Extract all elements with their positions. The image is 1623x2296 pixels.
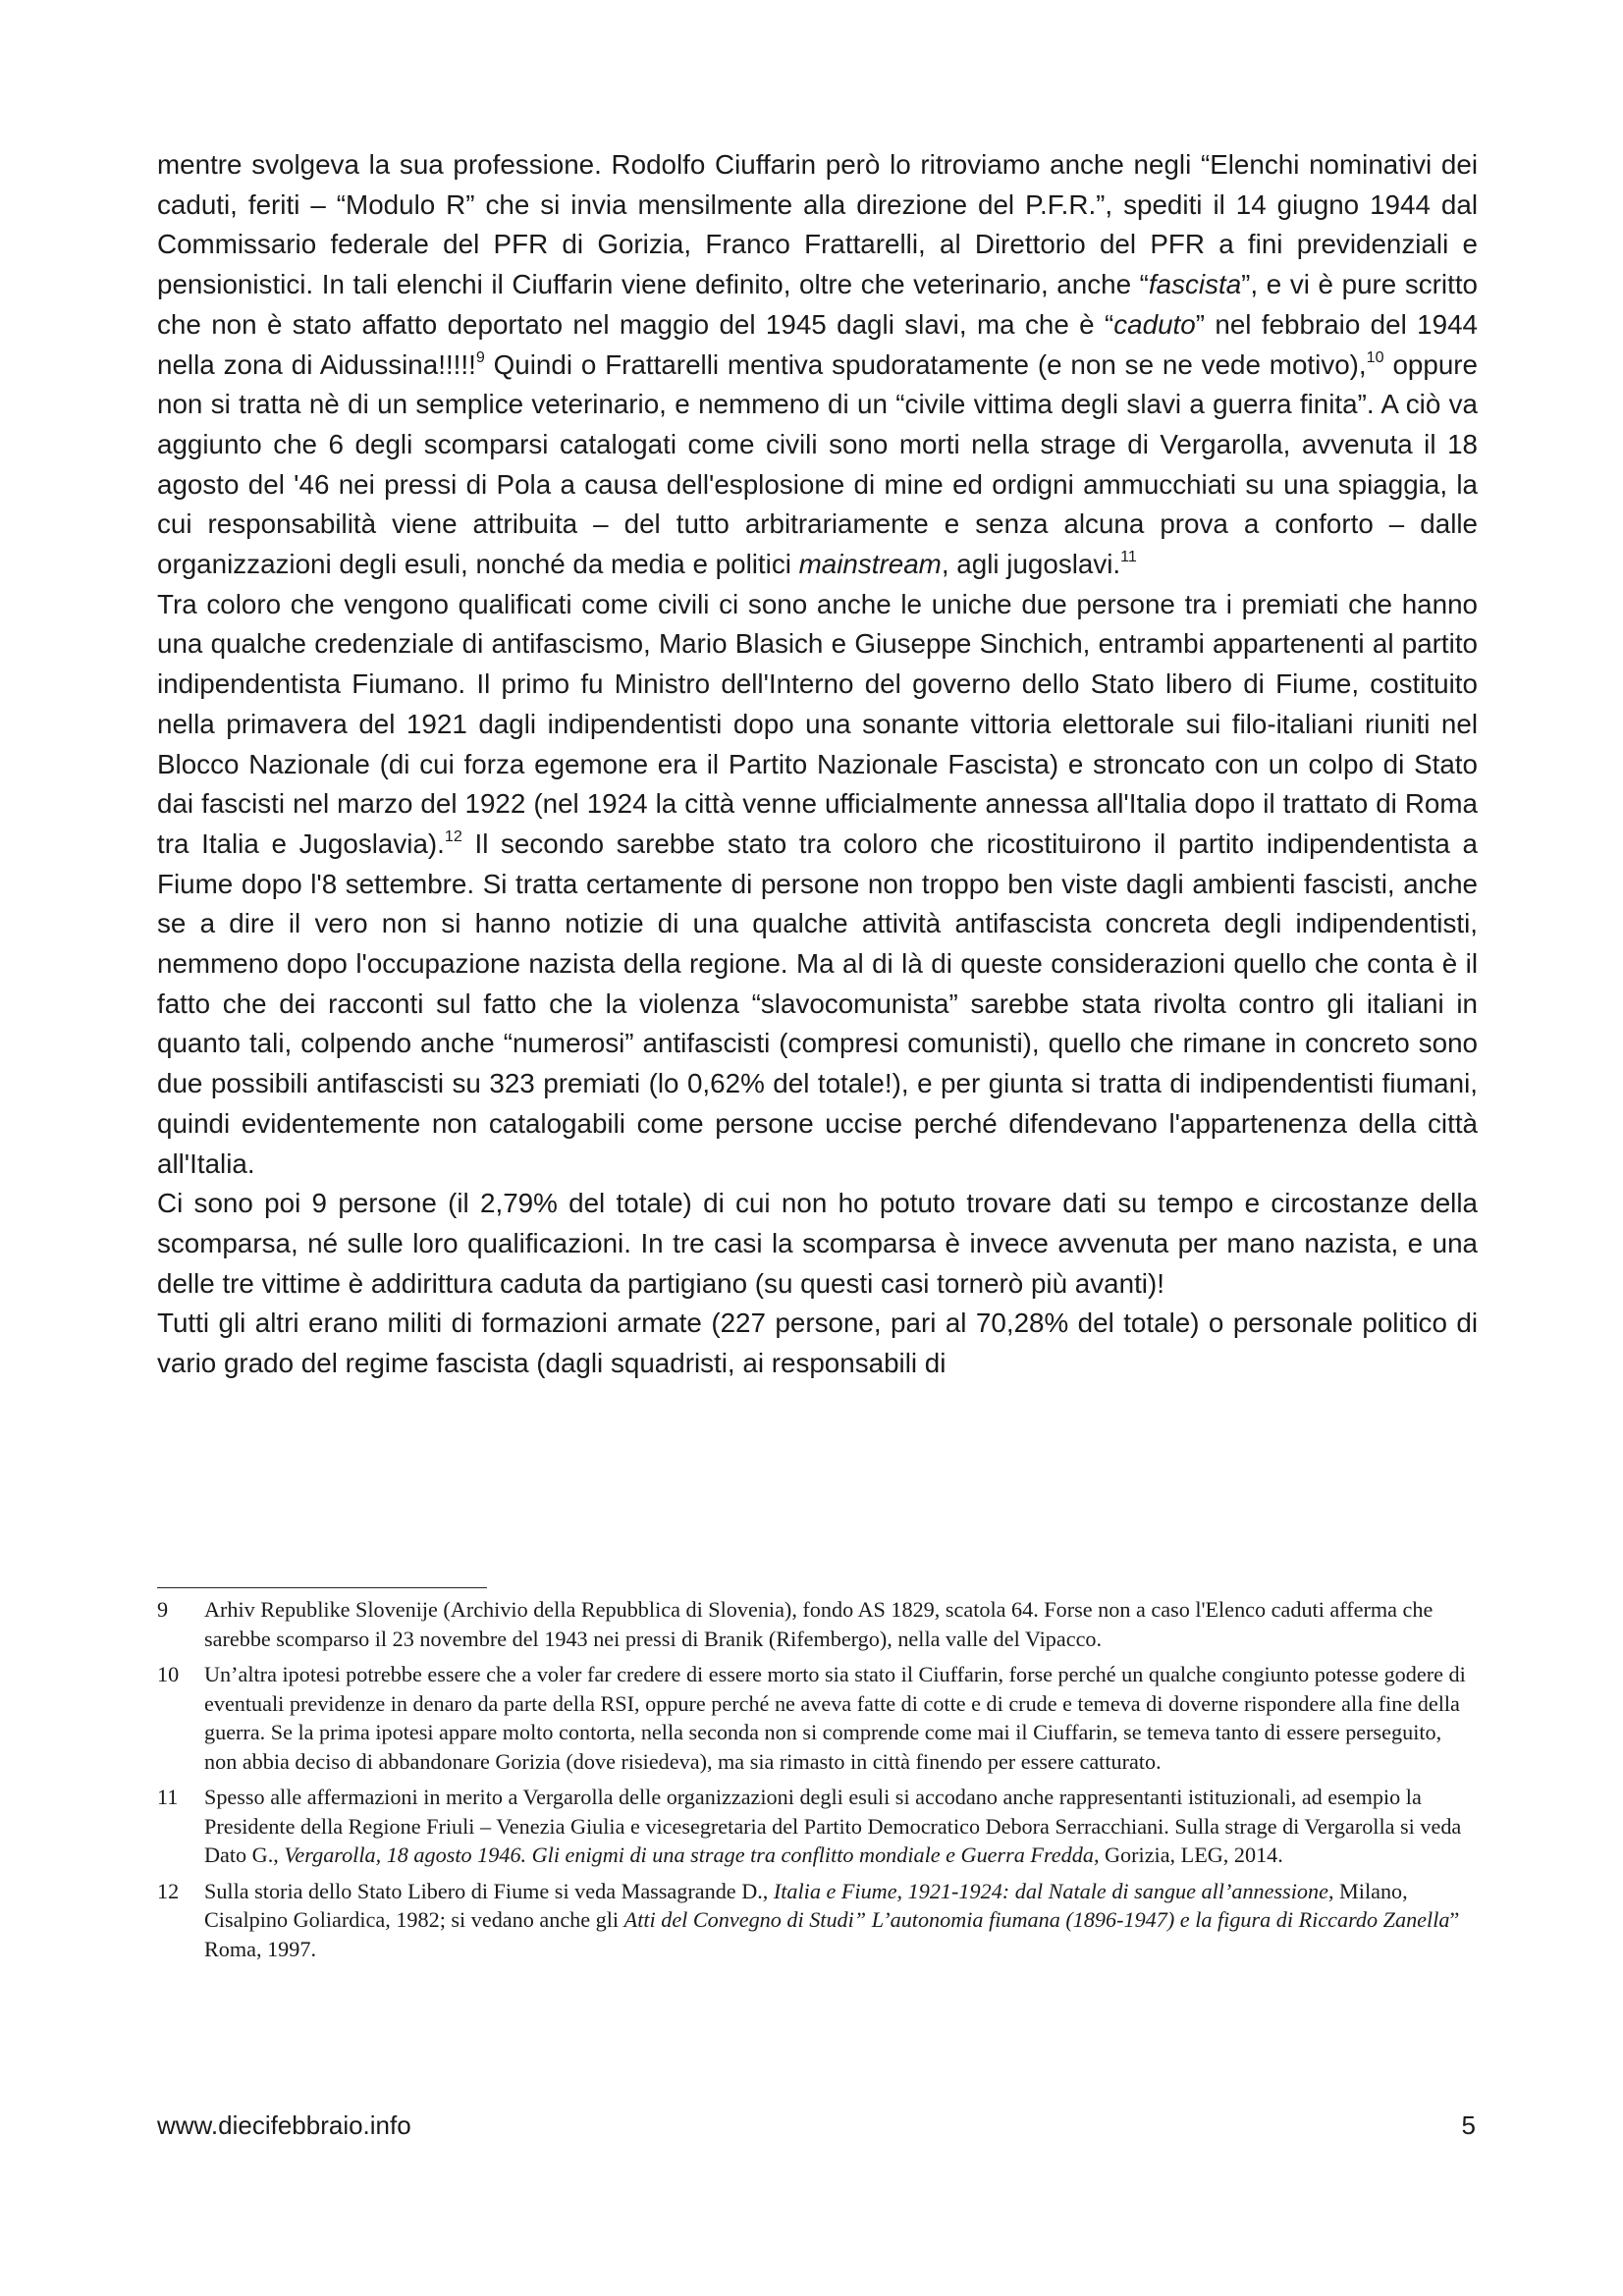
text-span: Tra coloro che vengono qualificati come civili ci sono anche le uniche due persone tra i premiati che hanno una qualche credenziale di antifascismo, Mario Blasich e Giuseppe Sinchich, entrambi appartenenti al partito indipendentista Fiumano. Il primo fu Ministro dell'Interno del governo dello Stato libero di Fiume, costituito nella primavera del 1921 dagli indipendentisti dopo una sonante vittoria elettorale sui filo-italiani riuniti nel Blocco Nazionale (di cui forza egemone era il Partito Nazionale Fascista) e stroncato con un colpo di Stato dai fascisti nel marzo del 1922 (nel 1924 la città venne ufficialmente annessa all'Italia dopo il trattato di Roma tra Italia e Jugoslavia).: [157, 588, 1478, 859]
footer-website-link[interactable]: www.diecifebbraio.info: [157, 2110, 411, 2140]
footnote-text: Arhiv Republike Slovenije (Archivio della Repubblica di Slovenia), fondo AS 1829, scatola 64. Forse non a caso l'Elenco caduti afferma che sarebbe scomparso il 23 novembre del 1943 nei pressi di Branik (Rifembergo), nella valle del Vipacco.: [204, 1597, 1434, 1651]
footnote-text: [204, 1783, 1478, 1870]
footnote-separator: [157, 1587, 487, 1588]
footnote-11: [157, 1783, 1478, 1870]
text-span: , agli jugoslavi.: [941, 549, 1121, 580]
footnote-ref-10[interactable]: 10: [1366, 347, 1384, 366]
footnote-ref-9[interactable]: 9: [475, 347, 485, 366]
text-span: Il secondo sarebbe stato tra coloro che ricostituirono il partito indipendentista a Fiume dopo l'8 settembre. Si tratta certamente di persone non troppo ben viste dagli ambienti fascisti, anche se a dire il vero non si hanno notizie di una qualche attività antifascista concreta degli indipendentisti, nemmeno dopo l'occupazione nazista della regione. Ma al di là di queste considerazioni quello che conta è il fatto che dei racconti sul fatto che la violenza “slavocomunista” sarebbe stata rivolta contro gli italiani in quanto tali, colpendo anche “numerosi” antifascisti (compresi comunisti), quello che rimane in concreto sono due possibili antifascisti su 323 premiati (lo 0,62% del totale!), e per giunta si tratta di indipendentisti fiumani, quindi evidentemente non catalogabili come persone uccise perché difendevano l'appartenenza della città all'Italia.: [157, 828, 1478, 1179]
text-span: ” Roma, 1997.: [204, 1907, 1460, 1961]
emphasis: fascista: [1148, 269, 1242, 300]
footnote-number: 10: [157, 1662, 180, 1686]
text-span: ”, e vi è pure scritto che non è stato affatto deportato nel maggio del 1945 dagli slavi, ma che è “: [157, 269, 1479, 340]
footnotes: [157, 1595, 1478, 1970]
paragraph-2: [157, 585, 1478, 1185]
citation-title: Atti del Convegno di Studi” L’autonomia fiumana (1896-1947) e la figura di Riccardo Zanella: [623, 1907, 1450, 1932]
text-span: , Gorizia, LEG, 2014.: [1093, 1842, 1283, 1867]
footnote-number: 11: [157, 1785, 179, 1809]
footnote-ref-11[interactable]: 11: [1120, 547, 1137, 565]
text-span: , Milano, Cisalpino Goliardica, 1982; si vedano anche gli: [204, 1878, 1408, 1932]
page-number: 5: [1461, 2110, 1476, 2140]
footnote-number: 12: [157, 1878, 180, 1903]
emphasis: mainstream: [798, 549, 942, 580]
footnote-12: [157, 1877, 1478, 1964]
footnote-text: Un’altra ipotesi potrebbe essere che a voler far credere di essere morto sia stato il Ciuffarin, forse perché un qualche congiunto potesse godere di eventuali previdenze in denaro da parte della RSI, oppure perché ne aveva fatte di cotte e di crude e temeva di doverne rispondere alla fine della guerra. Se la prima ipotesi appare molto contorta, nella seconda non si comprende come mai il Ciuffarin, se temeva tanto di essere perseguito, non abbia deciso di abbandonare Gorizia (dove risiedeva), ma sia rimasto in città finendo per essere catturato.: [204, 1662, 1466, 1774]
citation-title: Italia e Fiume, 1921-1924: dal Natale di sangue all’annessione: [773, 1878, 1328, 1903]
paragraph-1: [157, 145, 1478, 585]
footnote-text: [204, 1877, 1478, 1964]
emphasis: caduto: [1113, 308, 1196, 340]
body-text: [157, 145, 1478, 1384]
text-span: oppure non si tratta nè di un semplice veterinario, e nemmeno di un “civile vittima degli slavi a guerra finita”. A ciò va aggiunto che 6 degli scomparsi catalogati come civili sono morti nella strage di Vergarolla, avvenuta il 18 agosto del '46 nei pressi di Pola a causa dell'esplosione di mine ed ordigni ammucchiati su una spiaggia, la cui responsabilità viene attribuita – del tutto arbitrariamente e senza alcuna prova a conforto – dalle organizzazioni degli esuli, nonché da media e politici: [157, 348, 1479, 580]
citation-title: Vergarolla, 18 agosto 1946. Gli enigmi di una strage tra conflitto mondiale e Guerra Fredda: [284, 1842, 1094, 1867]
text-span: ” nel febbraio del 1944 nella zona di Aidussina!!!!!: [157, 308, 1478, 380]
text-span: Spesso alle affermazioni in merito a Vergarolla delle organizzazioni degli esuli si accodano anche rappresentanti istituzionali, ad esempio la Presidente della Regione Friuli – Venezia Giulia e vicesegretaria del Partito Democratico Debora Serracchiani. Sulla strage di Vergarolla si veda Dato G.,: [204, 1785, 1462, 1867]
text-span: Sulla storia dello Stato Libero di Fiume si veda Massagrande D.,: [204, 1878, 774, 1903]
footnote-9: [157, 1595, 1478, 1653]
paragraph-3: Ci sono poi 9 persone (il 2,79% del totale) di cui non ho potuto trovare dati su tempo e circostanze della scomparsa, né sulle loro qualificazioni. In tre casi la scomparsa è invece avvenuta per mano nazista, e una delle tre vittime è addirittura caduta da partigiano (su questi casi tornerò più avanti)!: [157, 1188, 1478, 1299]
footnote-10: [157, 1660, 1478, 1776]
footnote-number: 9: [157, 1597, 169, 1622]
text-span: mentre svolgeva la sua professione. Rodolfo Ciuffarin però lo ritroviamo anche negli “Elenchi nominativi dei caduti, feriti – “Modulo R” che si invia mensilmente alla direzione del P.F.R.”, spediti il 14 giugno 1944 dal Commissario federale del PFR di Gorizia, Franco Frattarelli, al Direttorio del PFR a fini previdenziali e pensionistici. In tali elenchi il Ciuffarin viene definito, oltre che veterinario, anche “: [157, 149, 1478, 300]
text-span: Quindi o Frattarelli mentiva spudoratamente (e non se ne vede motivo),: [484, 348, 1367, 380]
paragraph-4: Tutti gli altri erano militi di formazioni armate (227 persone, pari al 70,28% del totale) o personale politico di vario grado del regime fascista (dagli squadristi, ai responsabili di: [157, 1308, 1478, 1379]
footnote-ref-12[interactable]: 12: [444, 827, 462, 845]
